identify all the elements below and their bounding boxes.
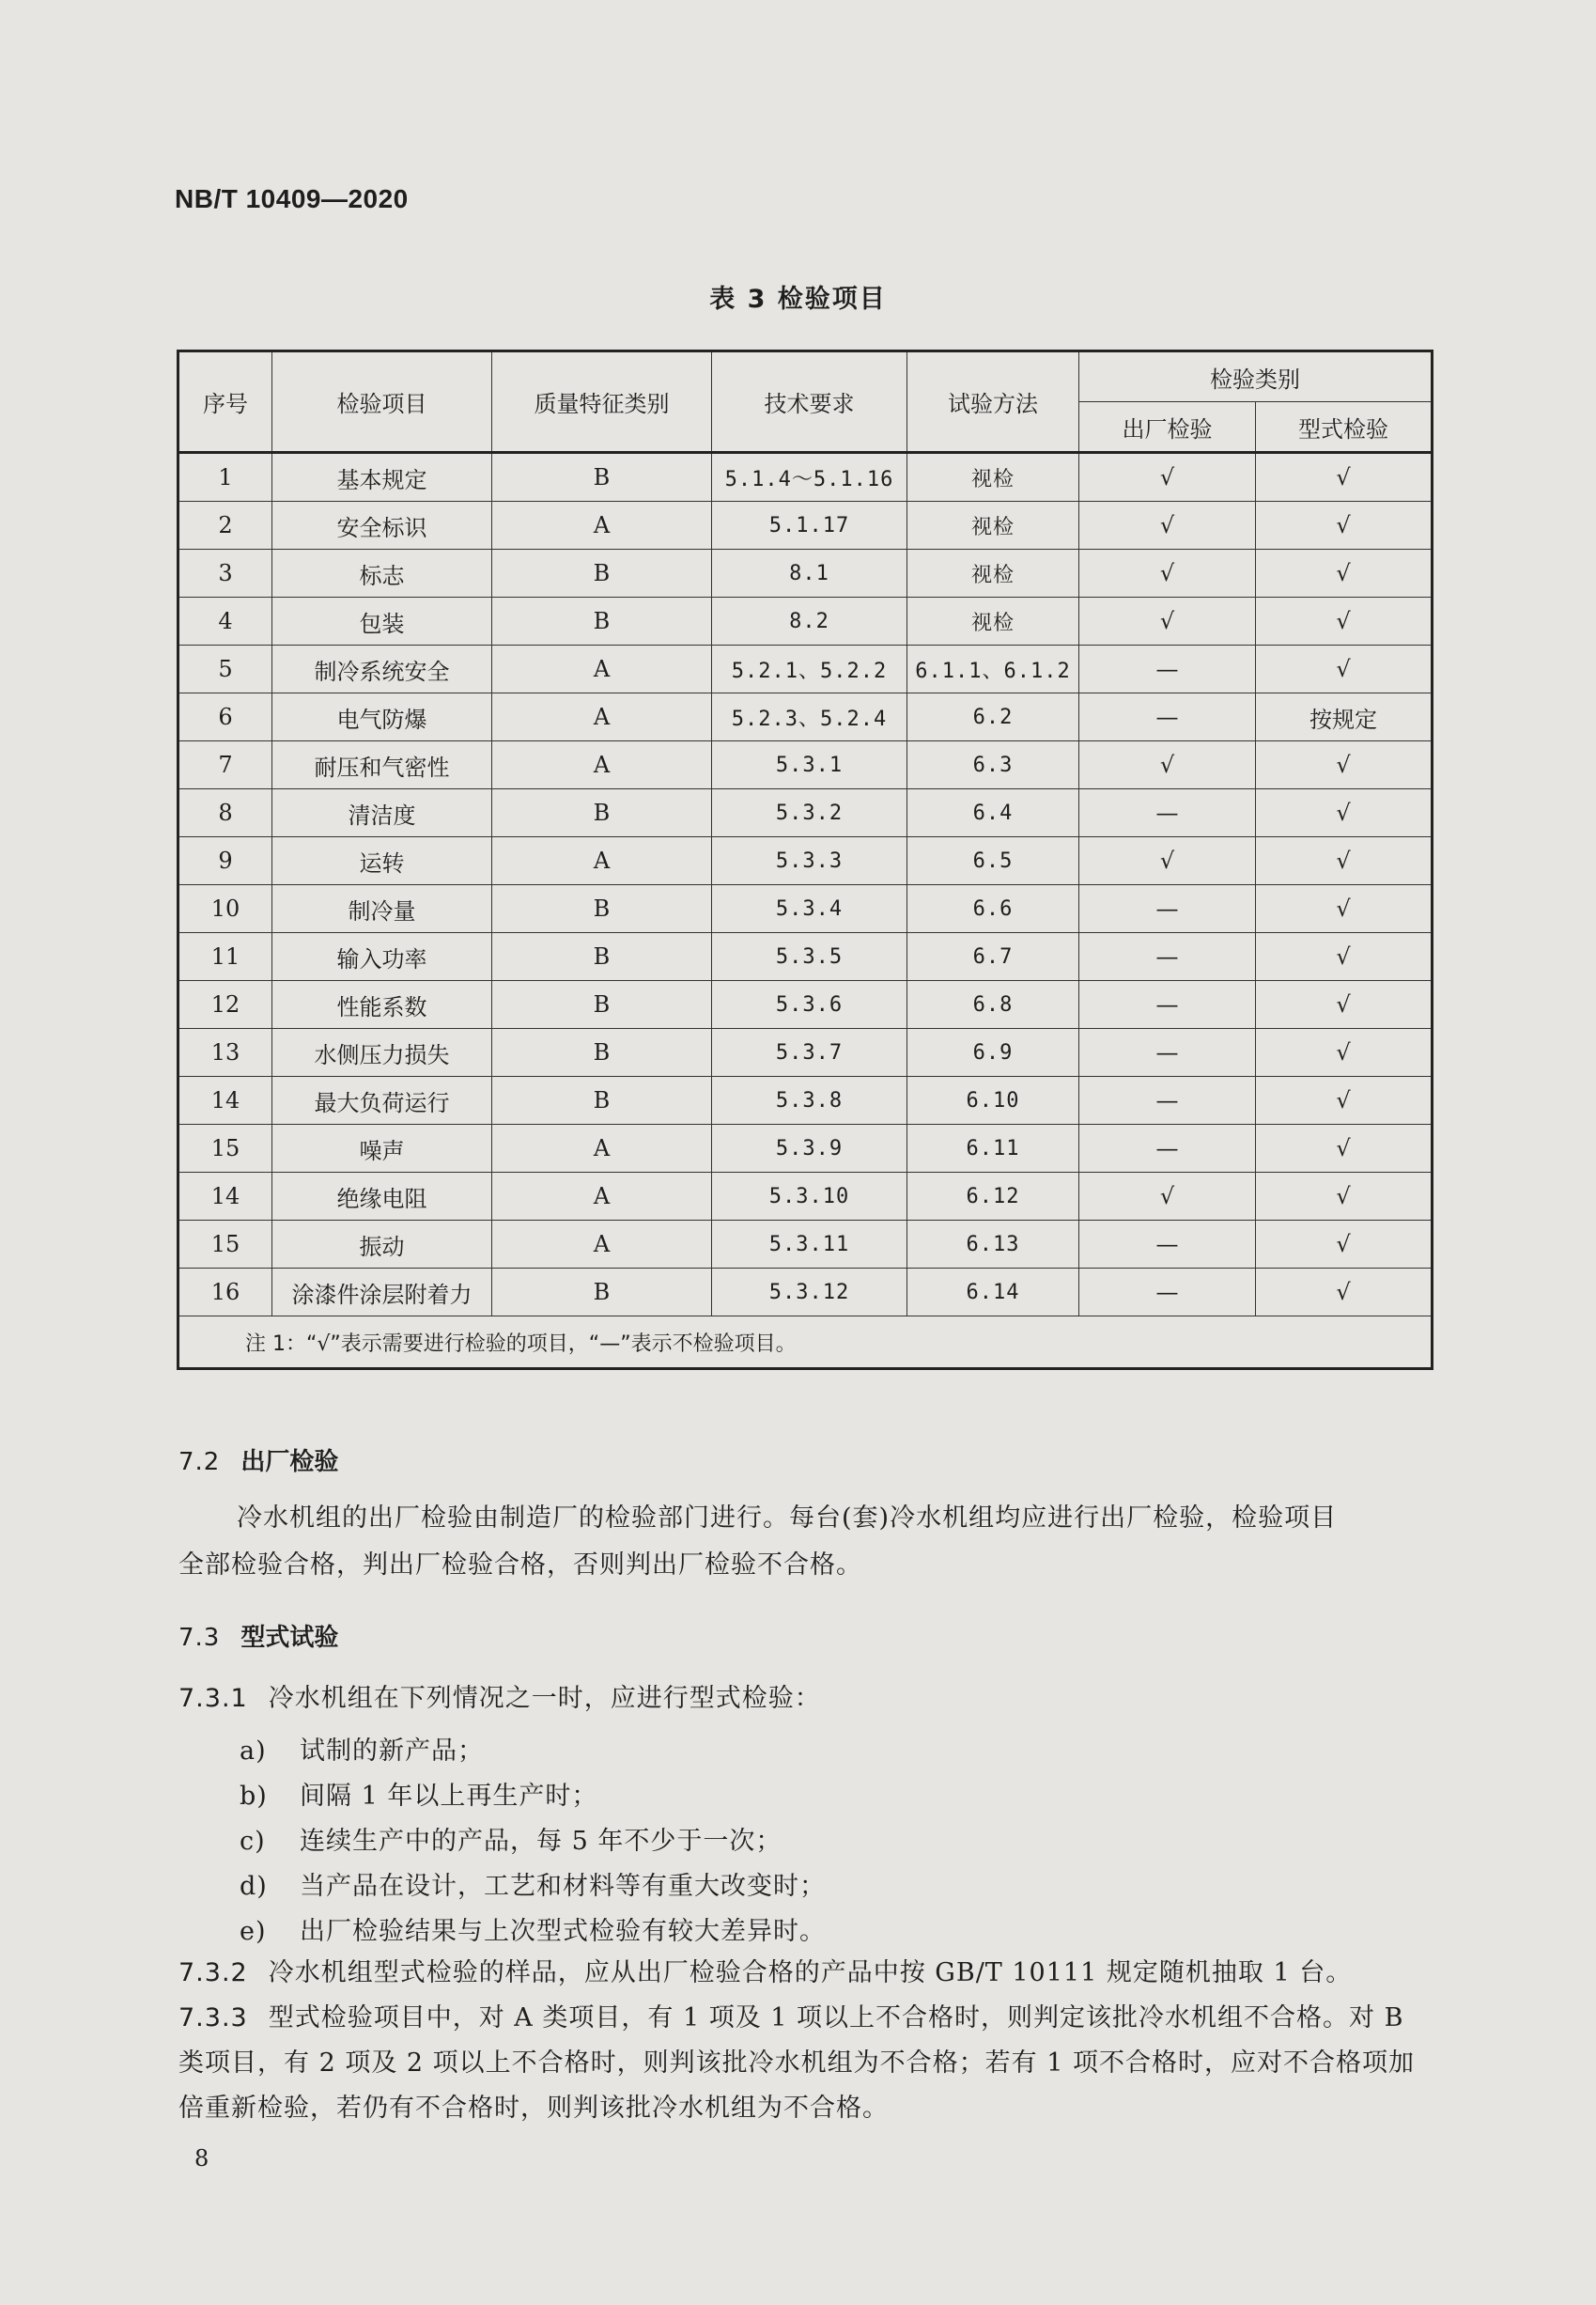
cell-method: 视检 (907, 453, 1079, 502)
cell-no: 5 (178, 646, 272, 693)
cell-method: 6.8 (907, 981, 1079, 1029)
clause-number: 7.3.3 (178, 2003, 248, 2032)
cell-quality: A (492, 693, 712, 741)
clause-7-3-3-line2: 类项目，有 2 项及 2 项以上不合格时，则判该批冷水机组为不合格；若有 1 项不合格时，应对不合格项加 (178, 2048, 1416, 2078)
cell-factory: — (1079, 1029, 1256, 1077)
cell-type: √ (1256, 550, 1433, 598)
cell-quality: A (492, 646, 712, 693)
cell-no: 14 (178, 1077, 272, 1125)
cell-type: √ (1256, 837, 1433, 885)
cell-item: 标志 (272, 550, 492, 598)
cell-quality: B (492, 981, 712, 1029)
table-row (178, 789, 1433, 837)
list-item (240, 1775, 597, 1812)
cell-method: 6.9 (907, 1029, 1079, 1077)
cell-factory: — (1079, 1221, 1256, 1269)
cell-quality: A (492, 1221, 712, 1269)
cell-quality: B (492, 453, 712, 502)
cell-type: √ (1256, 933, 1433, 981)
table-row (178, 741, 1433, 789)
table-note: 注 1：“√”表示需要进行检验的项目，“—”表示不检验项目。 (178, 1316, 1433, 1369)
section-7-2-heading (178, 1442, 338, 1477)
cell-type: √ (1256, 1173, 1433, 1221)
cell-method: 6.14 (907, 1269, 1079, 1316)
clause-number: 7.3.1 (178, 1684, 248, 1713)
section-7-3-heading (178, 1618, 338, 1653)
list-marker: b) (240, 1782, 268, 1811)
cell-tech: 5.1.4～5.1.16 (712, 453, 907, 502)
cell-type: √ (1256, 1125, 1433, 1173)
cell-tech: 5.3.5 (712, 933, 907, 981)
list-text: 间隔 1 年以上再生产时； (300, 1782, 598, 1811)
cell-item: 输入功率 (272, 933, 492, 981)
cell-quality: A (492, 837, 712, 885)
table-row (178, 550, 1433, 598)
header-tech: 技术要求 (712, 351, 907, 453)
cell-no: 6 (178, 693, 272, 741)
table-row (178, 1269, 1433, 1316)
section-number: 7.3 (178, 1624, 221, 1652)
cell-item: 振动 (272, 1221, 492, 1269)
clause-text: 冷水机组在下列情况之一时，应进行型式检验： (268, 1684, 821, 1713)
cell-type: √ (1256, 981, 1433, 1029)
cell-quality: B (492, 1077, 712, 1125)
clause-7-3-3-line3: 倍重新检验，若仍有不合格时，则判该批冷水机组为不合格。 (178, 2094, 889, 2123)
cell-tech: 5.3.7 (712, 1029, 907, 1077)
header-category: 检验类别 (1079, 351, 1433, 402)
cell-type: 按规定 (1256, 693, 1433, 741)
cell-quality: B (492, 550, 712, 598)
cell-item: 性能系数 (272, 981, 492, 1029)
cell-factory: — (1079, 1077, 1256, 1125)
cell-type: √ (1256, 646, 1433, 693)
cell-tech: 5.3.10 (712, 1173, 907, 1221)
cell-item: 涂漆件涂层附着力 (272, 1269, 492, 1316)
cell-factory: — (1079, 885, 1256, 933)
list-item (240, 1865, 826, 1902)
cell-factory: — (1079, 981, 1256, 1029)
cell-no: 15 (178, 1125, 272, 1173)
list-text: 出厂检验结果与上次型式检验有较大差异时。 (300, 1917, 826, 1946)
cell-quality: B (492, 933, 712, 981)
cell-tech: 5.3.11 (712, 1221, 907, 1269)
cell-tech: 5.3.4 (712, 885, 907, 933)
table-row (178, 502, 1433, 550)
cell-no: 4 (178, 598, 272, 646)
standard-code: NB/T 10409—2020 (175, 184, 409, 213)
page-number: 8 (194, 2145, 209, 2172)
cell-quality: A (492, 1125, 712, 1173)
cell-method: 6.5 (907, 837, 1079, 885)
table-row (178, 1173, 1433, 1221)
cell-item: 运转 (272, 837, 492, 885)
cell-no: 16 (178, 1269, 272, 1316)
cell-no: 10 (178, 885, 272, 933)
cell-factory: √ (1079, 453, 1256, 502)
list-marker: a) (240, 1737, 267, 1766)
clause-7-3-1 (178, 1676, 1442, 1721)
cell-method: 6.11 (907, 1125, 1079, 1173)
cell-no: 2 (178, 502, 272, 550)
clause-7-3-3 (178, 1996, 1442, 2041)
cell-item: 水侧压力损失 (272, 1029, 492, 1077)
cell-tech: 8.1 (712, 550, 907, 598)
table-note-row (178, 1316, 1433, 1369)
cell-factory: — (1079, 789, 1256, 837)
cell-no: 7 (178, 741, 272, 789)
table-row (178, 933, 1433, 981)
cell-type: √ (1256, 1077, 1433, 1125)
cell-factory: √ (1079, 1173, 1256, 1221)
cell-quality: B (492, 1269, 712, 1316)
cell-item: 最大负荷运行 (272, 1077, 492, 1125)
cell-item: 清洁度 (272, 789, 492, 837)
paragraph-7-2-line2: 全部检验合格，判出厂检验合格，否则判出厂检验不合格。 (178, 1550, 862, 1580)
cell-no: 9 (178, 837, 272, 885)
header-item: 检验项目 (272, 351, 492, 453)
cell-type: √ (1256, 453, 1433, 502)
list-marker: c) (240, 1827, 266, 1856)
cell-no: 3 (178, 550, 272, 598)
list-item (240, 1910, 826, 1947)
cell-no: 11 (178, 933, 272, 981)
cell-no: 12 (178, 981, 272, 1029)
cell-type: √ (1256, 885, 1433, 933)
cell-item: 绝缘电阻 (272, 1173, 492, 1221)
table-row (178, 1221, 1433, 1269)
cell-no: 8 (178, 789, 272, 837)
cell-tech: 5.2.1、5.2.2 (712, 646, 907, 693)
cell-item: 基本规定 (272, 453, 492, 502)
cell-tech: 5.2.3、5.2.4 (712, 693, 907, 741)
clause-text: 冷水机组型式检验的样品，应从出厂检验合格的产品中按 GB/T 10111 规定随机抽取 1 台。 (268, 1958, 1353, 1987)
cell-quality: B (492, 1029, 712, 1077)
header-no: 序号 (178, 351, 272, 453)
cell-item: 包装 (272, 598, 492, 646)
cell-method: 视检 (907, 502, 1079, 550)
cell-no: 15 (178, 1221, 272, 1269)
section-number: 7.2 (178, 1448, 221, 1476)
cell-method: 视检 (907, 550, 1079, 598)
cell-tech: 5.3.12 (712, 1269, 907, 1316)
cell-factory: — (1079, 693, 1256, 741)
cell-method: 6.6 (907, 885, 1079, 933)
cell-method: 6.1.1、6.1.2 (907, 646, 1079, 693)
cell-quality: A (492, 502, 712, 550)
cell-type: √ (1256, 741, 1433, 789)
table-row (178, 885, 1433, 933)
cell-method: 6.10 (907, 1077, 1079, 1125)
clause-7-3-2 (178, 1951, 1442, 1996)
cell-quality: A (492, 741, 712, 789)
list-marker: e) (240, 1917, 267, 1946)
section-title: 型式试验 (240, 1624, 339, 1652)
cell-method: 6.12 (907, 1173, 1079, 1221)
cell-method: 6.4 (907, 789, 1079, 837)
inspection-table (177, 350, 1433, 1370)
section-title: 出厂检验 (240, 1448, 339, 1476)
cell-quality: B (492, 789, 712, 837)
cell-type: √ (1256, 1221, 1433, 1269)
header-quality: 质量特征类别 (492, 351, 712, 453)
cell-tech: 5.1.17 (712, 502, 907, 550)
list-text: 当产品在设计，工艺和材料等有重大改变时； (300, 1872, 826, 1901)
table-row (178, 1125, 1433, 1173)
table-row (178, 981, 1433, 1029)
cell-item: 制冷量 (272, 885, 492, 933)
cell-tech: 5.3.2 (712, 789, 907, 837)
list-marker: d) (240, 1872, 268, 1901)
cell-tech: 5.3.8 (712, 1077, 907, 1125)
cell-tech: 5.3.3 (712, 837, 907, 885)
clause-text: 型式检验项目中，对 A 类项目，有 1 项及 1 项以上不合格时，则判定该批冷水机组不合格。对 B (268, 2003, 1404, 2032)
cell-no: 13 (178, 1029, 272, 1077)
cell-factory: — (1079, 1125, 1256, 1173)
table-row (178, 837, 1433, 885)
header-method: 试验方法 (907, 351, 1079, 453)
cell-factory: √ (1079, 741, 1256, 789)
cell-type: √ (1256, 789, 1433, 837)
cell-method: 6.13 (907, 1221, 1079, 1269)
cell-item: 电气防爆 (272, 693, 492, 741)
cell-quality: B (492, 598, 712, 646)
cell-no: 1 (178, 453, 272, 502)
list-item (240, 1730, 484, 1767)
cell-type: √ (1256, 1269, 1433, 1316)
cell-quality: B (492, 885, 712, 933)
cell-type: √ (1256, 598, 1433, 646)
cell-no: 14 (178, 1173, 272, 1221)
cell-item: 耐压和气密性 (272, 741, 492, 789)
cell-factory: √ (1079, 598, 1256, 646)
cell-tech: 5.3.9 (712, 1125, 907, 1173)
cell-factory: √ (1079, 837, 1256, 885)
cell-factory: — (1079, 1269, 1256, 1316)
cell-factory: √ (1079, 550, 1256, 598)
cell-method: 6.2 (907, 693, 1079, 741)
table-row (178, 1077, 1433, 1125)
cell-tech: 5.3.6 (712, 981, 907, 1029)
table-title: 表 3 检验项目 (709, 285, 887, 314)
cell-factory: — (1079, 933, 1256, 981)
cell-item: 制冷系统安全 (272, 646, 492, 693)
list-text: 连续生产中的产品，每 5 年不少于一次； (300, 1827, 783, 1856)
table-row (178, 598, 1433, 646)
cell-method: 6.3 (907, 741, 1079, 789)
list-item (240, 1820, 782, 1857)
cell-type: √ (1256, 502, 1433, 550)
table-row (178, 453, 1433, 502)
cell-tech: 5.3.1 (712, 741, 907, 789)
cell-type: √ (1256, 1029, 1433, 1077)
cell-factory: — (1079, 646, 1256, 693)
cell-factory: √ (1079, 502, 1256, 550)
table-row (178, 1029, 1433, 1077)
cell-method: 6.7 (907, 933, 1079, 981)
header-factory: 出厂检验 (1079, 402, 1256, 453)
clause-number: 7.3.2 (178, 1958, 248, 1987)
cell-tech: 8.2 (712, 598, 907, 646)
list-text: 试制的新产品； (300, 1737, 484, 1766)
header-type: 型式检验 (1256, 402, 1433, 453)
cell-quality: A (492, 1173, 712, 1221)
table-header-row (178, 351, 1433, 402)
cell-method: 视检 (907, 598, 1079, 646)
table-row (178, 646, 1433, 693)
cell-item: 安全标识 (272, 502, 492, 550)
table-row (178, 693, 1433, 741)
cell-item: 噪声 (272, 1125, 492, 1173)
paragraph-7-2-line1: 冷水机组的出厂检验由制造厂的检验部门进行。每台(套)冷水机组均应进行出厂检验，检验项目 (237, 1503, 1338, 1533)
